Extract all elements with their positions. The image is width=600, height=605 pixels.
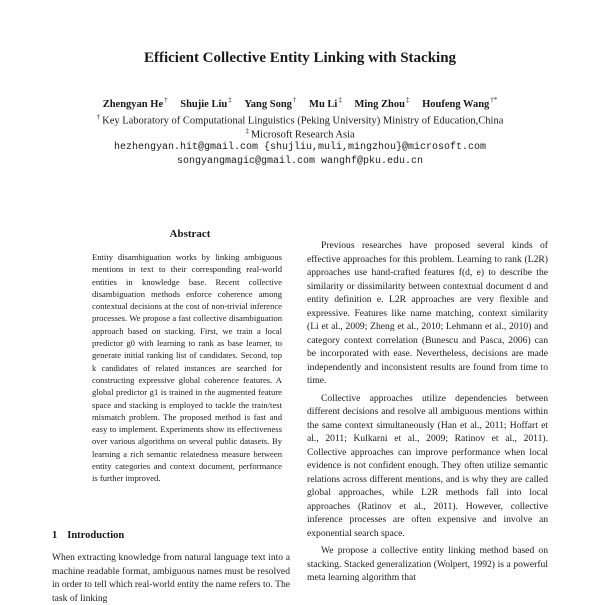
section-heading [52,530,124,541]
section-title: Introduction [67,530,125,541]
author-mark: ‡ [405,96,410,104]
email-line: hezhengyan.hit@gmail.com {shujliu,muli,mingzhou}@microsoft.com [113,142,487,153]
abstract-heading: Abstract [169,228,211,240]
abstract-text: Entity disambiguation works by linking ambiguous mentions in text to their corresponding real-world entities in knowledge base. Recent collective disambiguation methods enforce coherence among contextual decisions at the cost of non-trivial inference processes. We propose a fast collective disambiguation approach based on stacking. First, we train a local predictor g0 with learning to rank as base learner, to generate initial ranking list of candidates. Second, top k candidates of related instances are searched for constructing expressive global coherence features. A global predictor g1 is trained in the augmented feature space and stacking is employed to tackle the train/test mismatch problem. The proposed method is fast and easy to implement. Experiments show its effectiveness over various algorithms on several public datasets. By learning a rich semantic relatedness measure between entity categories and context document, performance is further improved. [92,252,282,484]
author-mark: † [164,96,168,104]
body-paragraph: We propose a collective entity linking method based on stacking. Stacked generalization (Wolpert, 1992) is a powerful meta learning algorithm that [307,545,548,583]
author-name: Houfeng Wang [422,98,490,110]
affiliation-mark: ‡ [245,127,249,135]
author-name: Yang Song [244,98,292,110]
author-mark: † [292,96,297,104]
author [244,96,297,110]
author-name: Mu Li [309,98,338,110]
author-mark: ‡ [338,96,342,104]
body-paragraph: Collective approaches utilize dependencies between different decisions and resolve all ambiguous mentions within the same context simultaneously (Han et al., 2011; Hoffart et al., 2011; Kulkarni et al., 2009; Ratinov et al., 2011). Collective approaches can improve performance when local evidence is not confident enough. They often utilize semantic relations across different mentions, and is why they are called global approaches, while L2R methods fall into local approaches (Ratinov et al., 2011). However, collective inference processes are often expensive and involve an exponential search space. [307,392,548,539]
author-mark: ‡ [228,96,232,104]
paper-title: Efficient Collective Entity Linking with Stacking [143,50,457,66]
affiliation-mark: † [96,113,101,121]
author [180,96,232,110]
author [354,96,410,110]
author-name: Ming Zhou [354,98,405,110]
intro-paragraph: When extracting knowledge from natural language text into a machine readable format, ambiguous names must be resolved in order to tell which real-world entity the name refers to. The task of linking [52,552,290,604]
author [102,96,168,110]
affiliation [0,127,600,141]
affiliation-text: Key Laboratory of Computational Linguistics (Peking University) Ministry of Education,China [102,115,504,127]
body-paragraph: Previous researches have proposed several kinds of effective approaches for this problem. Learning to rank (L2R) approaches use hand-crafted features f(d, e) to describe the similarity or dissimilarity between contextual document d and entity definition e. L2R approaches are very flexible and expressive. Features like name matching, context similarity (Li et al., 2009; Zheng et al., 2010; Lehmann et al., 2010) and category context correlation (Bunescu and Pasca, 2006) can be incorporated with ease. Nevertheless, decisions are made independently and inconsistent results are found from time to time. [307,240,548,386]
affiliation [0,113,600,127]
right-column [307,239,548,589]
section-number: 1 [52,530,58,541]
affiliation-text: Microsoft Research Asia [250,129,355,141]
author [309,96,342,110]
author-name: Zhengyan He [102,98,164,110]
author [422,96,498,110]
author-list [0,96,600,110]
author-mark: †* [490,96,498,104]
email-line: songyangmagic@gmail.com wanghf@pku.edu.cn [176,156,424,167]
author-name: Shujie Liu [180,98,228,110]
